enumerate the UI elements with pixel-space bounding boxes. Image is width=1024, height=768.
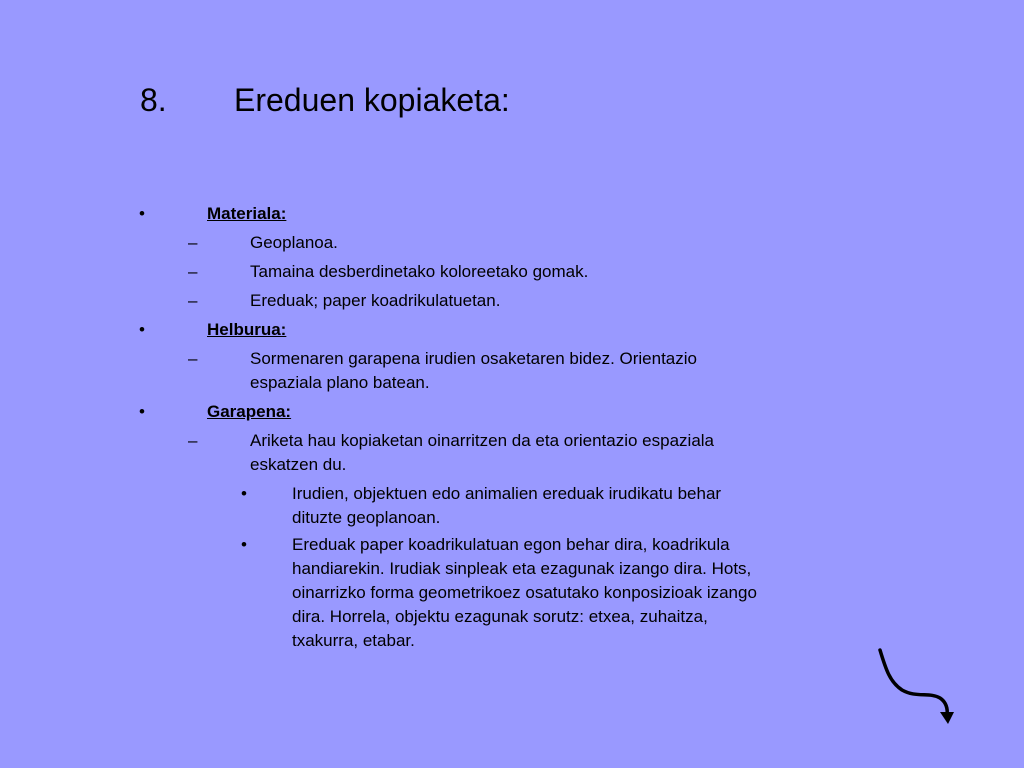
bullet-marker: • xyxy=(241,484,247,503)
title-number: 8. xyxy=(140,82,167,118)
heading-helburua: Helburua: xyxy=(207,320,287,339)
heading-materiala: Materiala: xyxy=(207,204,287,223)
bullet-marker: • xyxy=(241,535,247,554)
sub-list-item-text: Ereduak paper koadrikulatuan egon behar dira, koadrikula xyxy=(292,535,730,554)
list-item-text: Ariketa hau kopiaketan oinarritzen da eta orientazio espaziala xyxy=(250,431,715,450)
bullet-marker: • xyxy=(139,320,145,339)
list-item-text: espaziala plano batean. xyxy=(250,373,430,392)
bullet-marker: • xyxy=(139,204,145,223)
dash-marker: – xyxy=(188,233,198,252)
sub-list-item-text: Irudien, objektuen edo animalien ereduak irudikatu behar xyxy=(292,484,722,503)
sub-list-item-text: dituzte geoplanoan. xyxy=(292,508,441,527)
heading-garapena: Garapena: xyxy=(207,402,292,421)
sub-list-item-text: dira. Horrela, objektu ezagunak sorutz: etxea, zuhaitza, xyxy=(292,607,708,626)
dash-marker: – xyxy=(188,431,198,450)
curved-arrow-icon xyxy=(868,640,968,740)
dash-marker: – xyxy=(188,262,198,281)
dash-marker: – xyxy=(188,291,198,310)
list-item-text: Sormenaren garapena irudien osaketaren bidez. Orientazio xyxy=(250,349,697,368)
list-item-text: Tamaina desberdinetako koloreetako gomak. xyxy=(250,262,589,281)
sub-list-item-text: oinarrizko forma geometrikoez osatutako konposizioak izango xyxy=(292,583,757,602)
sub-list-item-text: txakurra, etabar. xyxy=(292,631,415,650)
list-item-text: Ereduak; paper koadrikulatuetan. xyxy=(250,291,501,310)
title-text: Ereduen kopiaketa: xyxy=(234,82,510,118)
list-item-text: eskatzen du. xyxy=(250,455,347,474)
curved-arrow-icon[interactable] xyxy=(868,640,968,740)
sub-list-item-text: handiarekin. Irudiak sinpleak eta ezagunak izango dira. Hots, xyxy=(292,559,752,578)
dash-marker: – xyxy=(188,349,198,368)
list-item-text: Geoplanoa. xyxy=(250,233,338,252)
bullet-marker: • xyxy=(139,402,145,421)
